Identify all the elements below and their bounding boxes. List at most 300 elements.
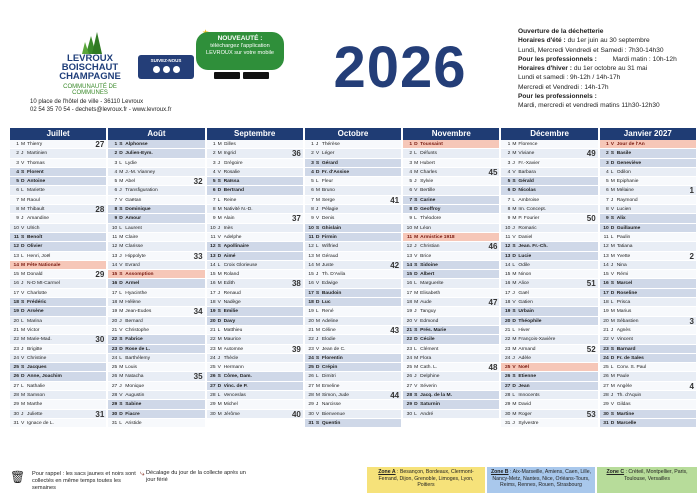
day-number: 31 [308,420,314,426]
day-letter: M [21,207,26,213]
day-letter: M [610,188,615,194]
day-number: 29 [406,402,413,408]
week-number: 48 [488,363,498,373]
day-letter: V [512,234,516,240]
saint-name: Thomas [27,160,45,166]
day-number: 10 [111,225,118,231]
saint-name: Clément [420,346,439,352]
day-row [600,242,696,251]
saint-name: Venceslas [223,393,246,399]
day-letter: D [217,383,222,389]
day-row [207,196,303,205]
day-letter: J [512,420,515,426]
day-number: 4 [212,169,216,175]
day-letter: D [610,355,615,361]
day-row [305,224,401,233]
saint-name: Alice [518,281,530,287]
day-number: 15 [13,272,19,278]
day-letter: D [21,244,25,250]
saint-name: Etienne [518,374,537,380]
day-number: 21 [406,327,413,333]
saint-name: Monique [125,383,145,389]
day-number: 14 [406,262,413,268]
day-letter: V [315,151,320,157]
day-number: 8 [16,207,19,213]
day-letter: M [512,207,517,213]
day-number: 5 [114,179,118,185]
day-row [108,289,204,298]
day-letter: D [414,207,418,213]
day-row [10,410,106,419]
day-letter: V [512,300,516,306]
saint-name: Sidoine [420,262,438,268]
saint-name: Séverin [420,383,437,389]
day-number: 5 [16,179,19,185]
saint-name: Urbain [518,309,534,315]
saint-name: Mélaine [616,188,634,194]
saint-name: Assomption [125,272,154,278]
saint-name: Delphine [420,374,440,380]
day-row [108,419,204,428]
day-row [501,419,597,428]
day-number: 1 [16,142,19,147]
day-letter: V [119,393,123,399]
day-number: 13 [406,253,413,259]
day-letter: S [610,151,614,157]
saint-name: Cécile [420,337,435,343]
saint-name: Elisabeth [420,290,441,296]
saint-name: Henri, Joël [27,253,51,259]
saint-name: N-D Mt-Carmel [27,281,60,287]
day-letter: D [119,151,123,157]
day-letter: D [315,365,320,371]
day-letter: V [21,290,25,296]
saint-name: Natacha [125,374,144,380]
day-letter: D [21,374,25,380]
day-letter: J [119,253,122,259]
day-letter: S [119,272,123,278]
day-row [10,419,106,428]
day-number: 22 [504,337,511,343]
day-letter: L [414,281,417,287]
saint-name: Bruno [321,188,335,194]
saint-name: Gérard [321,160,338,166]
day-letter: L [217,327,221,333]
day-number: 15 [308,272,314,278]
day-letter: D [512,318,516,324]
day-row [501,214,597,223]
app-store-badge-icon[interactable] [214,72,240,79]
day-number: 5 [311,179,314,185]
day-number: 26 [406,374,413,380]
day-letter: L [512,262,516,268]
day-row [403,252,499,261]
saint-name: Fr.-Xavier [518,160,540,166]
day-number: 8 [605,207,609,213]
day-letter: J [119,318,122,324]
day-number: 30 [13,411,19,417]
day-letter: S [21,169,25,175]
day-number: 30 [504,411,511,417]
saint-name: Alain [223,216,235,222]
saint-name: Baudoin [321,290,342,296]
youtube-icon[interactable] [173,66,180,73]
day-letter: J [21,346,24,352]
day-number: 3 [114,160,118,166]
day-row [207,224,303,233]
day-letter: M [315,383,320,389]
day-letter: L [119,160,123,166]
day-number: 20 [308,318,314,324]
day-row [600,419,696,428]
day-row [305,149,401,158]
week-number: 41 [390,195,400,205]
day-letter: S [217,244,221,250]
week-number: 28 [95,205,105,215]
saint-name: André [420,411,434,417]
day-number: 6 [16,188,19,194]
day-number: 19 [504,309,511,315]
day-number: 12 [13,244,19,250]
day-row [207,382,303,391]
day-letter: L [119,420,123,426]
day-row [108,270,204,279]
day-letter: M [610,309,615,315]
day-letter: M [315,327,320,333]
day-row [108,224,204,233]
day-row [501,205,597,214]
day-number: 2 [409,151,413,157]
day-number: 16 [603,281,609,287]
day-row [501,335,597,344]
day-number: 15 [504,272,511,278]
day-letter: D [610,290,615,296]
saint-name: Dimitri [321,374,336,380]
zone-a-label: Zone A [378,469,396,475]
saint-name: Inès [223,225,233,231]
saint-name: Sébastien [616,318,639,324]
saint-name: Daniel [518,234,533,240]
instagram-icon[interactable] [163,66,170,73]
week-number: 4 [689,381,694,391]
saint-name: Croix Glorieuse [223,262,258,268]
day-row [600,233,696,242]
day-row [501,140,597,149]
day-letter: M [512,346,517,352]
day-letter: M [414,160,419,166]
day-letter: V [21,355,25,361]
day-row [403,270,499,279]
day-letter: V [610,402,614,408]
day-number: 27 [13,383,19,389]
day-number: 4 [311,169,314,175]
day-number: 4 [409,169,413,175]
day-number: 24 [13,355,19,361]
day-number: 26 [308,374,314,380]
day-row [207,363,303,372]
day-letter: M [315,262,320,268]
day-letter: J [315,142,319,147]
saint-name: Bertille [420,188,436,194]
ete-label: Horaires d'été : [518,37,566,45]
day-letter: J [610,327,614,333]
day-number: 14 [13,262,19,268]
day-row [305,326,401,335]
saint-name: Louis [125,365,137,371]
saint-name: Victor [27,327,40,333]
day-letter: M [217,207,222,213]
saint-name: Fleur [321,179,333,185]
day-row [108,372,204,381]
day-letter: J [217,160,221,166]
day-number: 1 [311,142,314,147]
day-letter: D [217,188,222,194]
ete-hours: Lundi, Mercredi Vendredi et Samedi : 7h30-14h30 [518,46,664,54]
day-number: 2 [212,151,216,157]
day-number: 18 [13,300,19,306]
saint-name: Jean [518,383,530,389]
saint-name: Rosalie [223,169,240,175]
day-row [305,242,401,251]
google-play-badge-icon[interactable] [243,72,269,79]
day-number: 14 [210,262,216,268]
saint-name: Aude [420,300,432,306]
day-number: 6 [605,188,609,194]
day-number: 9 [114,216,118,222]
day-letter: M [315,197,320,203]
day-row [501,186,597,195]
day-letter: J [610,197,614,203]
day-row [403,400,499,409]
day-number: 9 [605,216,609,222]
day-row [108,168,204,177]
saint-name: Agnès [616,327,631,333]
day-row [403,326,499,335]
day-letter: D [512,188,516,194]
day-row [403,345,499,354]
day-number: 25 [406,365,413,371]
day-number: 4 [605,169,609,175]
saint-name: Amandine [27,216,50,222]
day-number: 28 [13,393,19,399]
week-number: 2 [689,251,694,261]
day-letter: V [119,327,123,333]
day-letter: S [217,309,221,315]
day-letter: D [119,281,123,287]
day-letter: M [512,411,517,417]
day-number: 23 [308,346,314,352]
saint-name: Toussaint [420,142,443,147]
facebook-icon[interactable] [153,66,160,73]
day-row [305,382,401,391]
saint-name: Gildas [616,402,631,408]
day-row [305,233,401,242]
saint-name: Fabrice [125,337,143,343]
saint-name: Martinien [27,151,48,157]
day-row [600,168,696,177]
saint-name: Ulrich [27,225,40,231]
day-letter: M [512,142,517,147]
saint-name: Adeline [321,318,339,324]
day-row [108,159,204,168]
day-number: 8 [409,207,413,213]
day-row [10,363,106,372]
day-number: 31 [111,420,118,426]
day-number: 25 [210,365,216,371]
saint-name: P. Fourier [518,216,540,222]
day-letter: L [217,393,221,399]
ete-period: du 1er juin au 30 septembre [567,37,650,45]
day-letter: J [512,225,515,231]
saint-name: Quentin [321,420,341,426]
day-number: 25 [504,365,511,371]
day-row [207,400,303,409]
week-number: 33 [193,251,203,261]
day-letter: V [217,300,221,306]
day-letter: S [315,420,320,426]
store-badges [214,72,269,79]
day-number: 12 [308,244,314,250]
saint-name: Prés. Marie [420,327,447,333]
day-letter: V [512,169,516,175]
pro-label-2: Pour les professionnels : [518,93,597,101]
day-row [305,186,401,195]
day-number: 25 [308,365,314,371]
saint-name: Noël [518,365,530,371]
zone-a-text: Besançon, Bordeaux, Clermont-Ferrand, Dijon, Grenoble, Limoges, Lyon, Poitiers [378,469,474,488]
day-number: 9 [16,216,19,222]
zone-c: Zone C : Créteil, Montpellier, Paris, Toulouse, Versailles [597,467,697,493]
day-letter: D [217,318,222,324]
day-row [207,149,303,158]
hiver-hours-1: Lundi et samedi : 9h-12h / 14h-17h [518,74,621,82]
day-number: 17 [13,290,19,296]
day-row [501,270,597,279]
saint-name: Rose de L. [125,346,151,352]
day-row [403,233,499,242]
saint-name: Emeline [321,383,340,389]
day-number: 28 [210,393,216,399]
day-number: 10 [406,225,413,231]
saint-name: Hélène [125,300,141,306]
saint-name: Wilfried [321,244,339,250]
day-number: 14 [308,262,314,268]
saint-name: Gaëtan [125,197,142,203]
day-letter: M [315,253,320,259]
day-letter: M [217,272,222,278]
day-letter: V [610,272,614,278]
day-row [10,205,106,214]
saint-name: Thècle [223,355,239,361]
saint-name: Théodore [420,216,442,222]
hiver-hours-2: Mercredi et Vendredi : 14h-17h [518,83,609,91]
day-number: 21 [13,327,19,333]
day-number: 23 [13,346,19,352]
day-letter: L [414,346,417,352]
week-number: 42 [390,260,400,270]
day-number: 30 [308,411,314,417]
day-letter: M [512,151,517,157]
day-letter: L [315,179,319,185]
day-row [403,307,499,316]
saint-name: Tatiana [616,244,633,250]
header [0,0,700,128]
week-number: 29 [95,270,105,280]
saint-name: Epiphanie [616,179,639,185]
day-letter: D [21,309,25,315]
day-row [305,159,401,168]
day-letter: S [610,281,614,287]
day-letter: S [512,244,516,250]
day-row [305,140,401,149]
day-letter: D [414,272,418,278]
day-letter: M [119,179,124,185]
trees-icon [78,32,108,54]
day-row [108,242,204,251]
day-number: 12 [210,244,216,250]
saint-name: Innocents [518,393,540,399]
day-letter: D [610,420,615,426]
day-row [403,335,499,344]
day-number: 2 [605,151,609,157]
day-number: 11 [308,234,314,240]
day-letter: M [610,244,615,250]
day-letter: S [512,374,516,380]
day-row [600,345,696,354]
day-row [207,270,303,279]
day-number: 27 [111,383,118,389]
day-number: 12 [111,244,118,250]
day-number: 19 [603,309,609,315]
week-number: 43 [390,325,400,335]
day-row [10,391,106,400]
day-letter: S [610,216,614,222]
day-number: 22 [308,337,314,343]
saint-name: Défunts [420,151,437,157]
day-row [403,289,499,298]
saint-name: Christine [27,355,47,361]
day-number: 24 [308,355,314,361]
day-number: 7 [409,197,413,203]
day-row [108,354,204,363]
day-row [108,149,204,158]
day-number: 17 [308,290,314,296]
saint-name: Hyacinthe [125,290,148,296]
day-row [600,140,696,149]
logo-line2: BOISCHAUT [61,62,119,73]
day-row [600,326,696,335]
saint-name: Barnard [616,346,636,352]
day-number: 24 [210,355,216,361]
calendar-grid [10,128,698,431]
day-number: 23 [406,346,413,352]
saint-name: Maurice [223,337,241,343]
day-number: 21 [111,327,118,333]
saint-name: Tanguy [420,309,436,315]
day-row [108,410,204,419]
day-number: 7 [605,197,609,203]
day-row [305,419,401,428]
follow-label: SUIVEZ-NOUS [150,58,182,63]
day-row [108,233,204,242]
day-letter: L [119,355,123,361]
saint-name: Narcisse [321,402,341,408]
day-letter: D [512,253,516,259]
day-letter: J [512,290,515,296]
day-number: 19 [13,309,19,315]
saint-name: Firmin [321,234,337,240]
saint-name: Th. d'Aquin [616,393,642,399]
